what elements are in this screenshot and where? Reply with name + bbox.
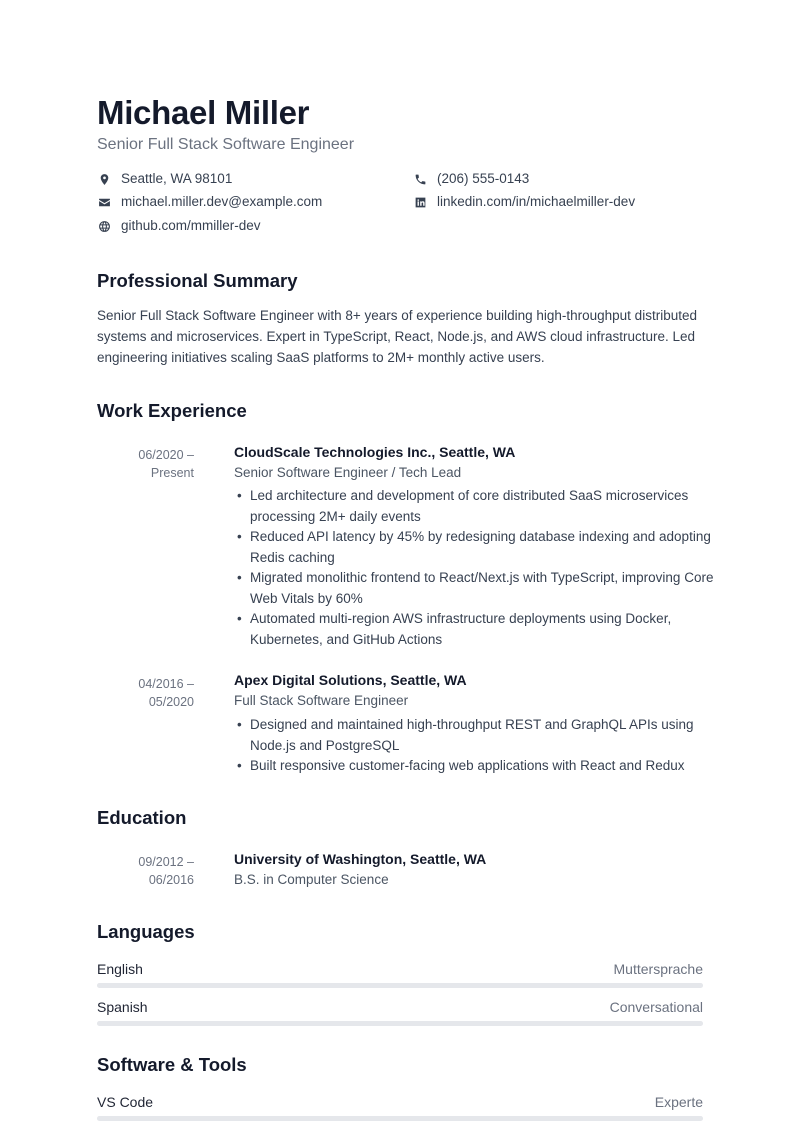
language-level-fill [97,983,703,988]
education-heading: Education [97,807,187,828]
job-date-start: 06/2020 – [138,448,194,462]
contact-email-text[interactable]: michael.miller.dev@example.com [121,194,323,209]
language-level: Conversational [609,999,703,1015]
language-name: English [97,961,143,977]
list-item: • Led architecture and development of core distributed SaaS microservices processing 2M+ daily events [234,486,714,527]
contact-github [97,217,261,235]
linkedin-icon [413,195,427,209]
phone-icon [413,172,427,186]
location-pin-icon [97,172,111,186]
tool-level: Experte [654,1094,703,1110]
contact-email [97,193,322,211]
job-date-end: Present [150,466,194,480]
list-item: • Designed and maintained high-throughput REST and GraphQL APIs using Node.js and PostgreSQL [234,715,714,756]
tool-name: VS Code [97,1094,154,1110]
job-role: Full Stack Software Engineer [234,693,409,708]
job-company: Apex Digital Solutions, Seattle, WA [234,672,467,688]
languages-heading: Languages [97,921,195,942]
job-role: Senior Software Engineer / Tech Lead [234,465,462,480]
contact-github-text[interactable]: github.com/mmiller-dev [121,218,261,233]
envelope-icon [97,195,111,209]
tool-level-bar [97,1116,703,1121]
list-item: • Reduced API latency by 45% by redesigning database indexing and adopting Redis caching [234,527,714,568]
job-date [97,675,194,711]
education-date-start: 09/2012 – [138,855,194,869]
contact-linkedin-text[interactable]: linkedin.com/in/michaelmiller-dev [437,194,636,209]
job-company: CloudScale Technologies Inc., Seattle, WA [234,444,516,460]
tool-level-fill [97,1116,703,1121]
job-bullet-list [234,715,714,777]
summary-text: Senior Full Stack Software Engineer with 8+ years of experience building high-throughput distributed systems and microservices. Expert in TypeScript, React, Node.js, and AWS cloud infrastructure. Led engineering initiatives scaling SaaS platforms to 2M+ monthly active users. [97,308,697,365]
list-item: • Migrated monolithic frontend to React/Next.js with TypeScript, improving Core Web Vitals by 60% [234,568,714,609]
list-item: • Built responsive customer-facing web applications with React and Redux [234,756,714,777]
education-date-end: 06/2016 [148,873,194,887]
contact-phone-text: (206) 555-0143 [437,171,530,186]
candidate-name: Michael Miller [97,94,310,131]
job-date [97,446,194,482]
education-school: University of Washington, Seattle, WA [234,851,487,867]
job-date-end: 05/2020 [148,695,194,709]
experience-heading: Work Experience [97,400,247,421]
list-item: • Automated multi-region AWS infrastructure deployments using Docker, Kubernetes, and GitHub Actions [234,609,714,650]
education-degree: B.S. in Computer Science [234,872,389,887]
globe-icon [97,219,111,233]
tools-heading: Software & Tools [97,1054,247,1075]
language-level-fill [97,1021,703,1026]
candidate-title: Senior Full Stack Software Engineer [97,136,355,153]
contact-linkedin [413,193,635,211]
contact-phone [413,170,529,188]
education-date [97,853,194,889]
language-level-bar [97,1021,703,1026]
job-bullet-list [234,486,714,650]
contact-location [97,170,232,188]
summary-heading: Professional Summary [97,270,298,291]
job-date-start: 04/2016 – [138,677,194,691]
language-level-bar [97,983,703,988]
language-level: Muttersprache [613,961,703,977]
language-name: Spanish [97,999,148,1015]
contact-location-text: Seattle, WA 98101 [121,171,233,186]
